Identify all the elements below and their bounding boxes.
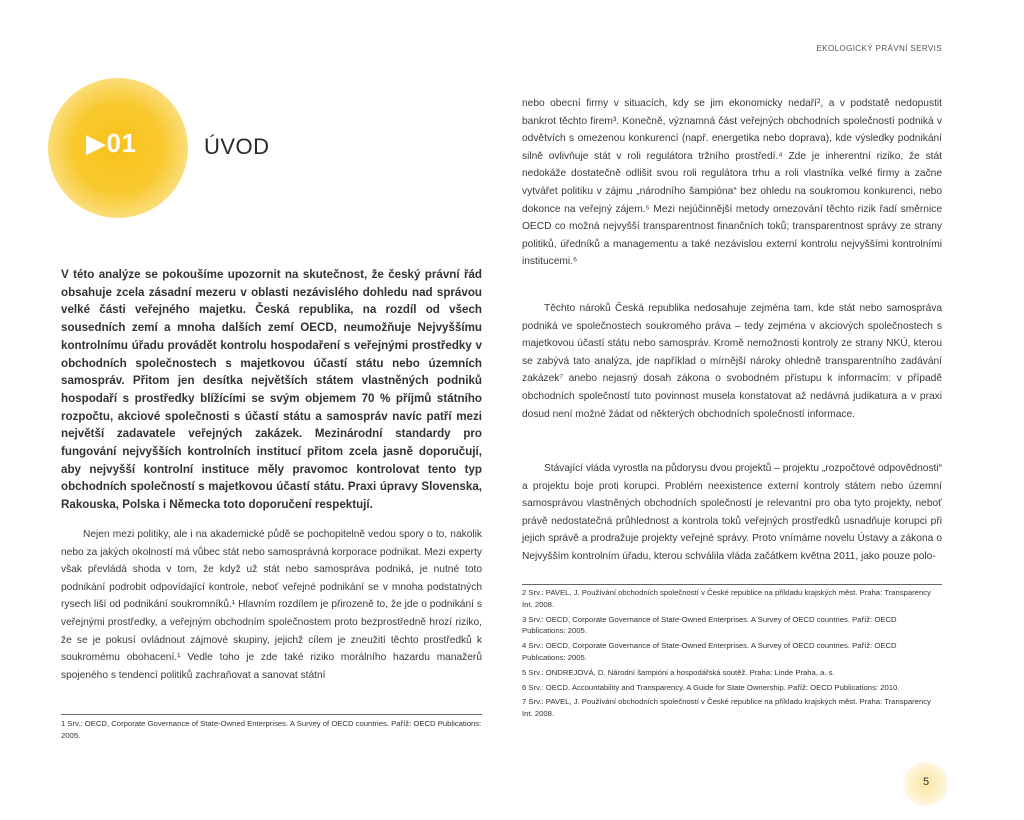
footnote-5: 5 Srv.: ONDREJOVÁ, D. Národní šampióni a hospodářská soutěž. Praha: Linde Praha, a. s. bbox=[522, 667, 835, 677]
chapter-title: ÚVOD bbox=[204, 134, 270, 159]
right-paragraph-3-text: Stávající vláda vyrostla na půdorysu dvou projektů – projektu „rozpočtové odpovědnosti“ a projektu boje proti korupci. Problém neexistence externí kontroly státem nebo územní samosprávou vlastněných obchodních společností je relevantní pro oba tyto projekty, neboť právě nedostatečná průhlednost a kontrola toků veřejných prostředků usnadňuje korupci při jejich správě a prodražuje projekty veřejné správy. Proto vnímáme novelu Ústavy a zákona o Nejvyšším kontrolním úřadu, kterou schválila vláda začátkem května 2011, jako pouze polo- bbox=[522, 463, 942, 562]
chapter-number: ▶01 bbox=[86, 128, 137, 158]
footnote-divider-right bbox=[522, 584, 942, 585]
lead-text: V této analýze se pokoušíme upozornit na skutečnost, že český právní řád obsahuje zcela zásadní mezeru v oblasti nezávislého dohledu nad správou velké části veřejného majetku. Česká republika, na rozdíl od všech sousedních zemí a mnoha dalších zemí OECD, neumožňuje Nejvyššímu kontrolnímu úřadu provádět kontrolu hospodaření s veřejnými prostředky v obchodních společnostech s majetkovou účastí státu nebo územních samospráv. Přitom jen desítka největších státem vlastněných podniků hospodaří s prostředky blížícími se svým objemem 70 % příjmů státního rozpočtu, akciové společnosti s účastí státu a samospráv navíc patří mezi největší zadavatele veřejných zakázek. Mezinárodní standardy pro fungování nejvyšších kontrolních institucí přitom zcela jasně doporučují, aby nejvyšší kontrolní instituce měly pravomoc kontrolovat tento typ obchodních společností s majetkovou účastí státu. Praxi úpravy Slovenska, Rakouska, Polska i Německa toto doporučení respektují. bbox=[61, 268, 482, 512]
right-paragraph-1 bbox=[522, 95, 942, 271]
footnotes-left bbox=[61, 718, 482, 742]
footnote-6: 6 Srv.: OECD. Accountability and Transparency. A Guide for State Ownership. Paříž: OECD Publications: 2010. bbox=[522, 682, 900, 692]
publisher-header: EKOLOGICKÝ PRÁVNÍ SERVIS bbox=[816, 44, 942, 53]
footnote-4: 4 Srv.: OECD, Corporate Governance of State-Owned Enterprises. A Survey of OECD countries. Paříž: OECD Publications: 2005. bbox=[522, 641, 897, 662]
right-paragraph-2 bbox=[522, 300, 942, 423]
page-number-badge bbox=[904, 762, 948, 806]
footnote-2: 2 Srv.: PAVEL, J. Používání obchodních společností v České republice na příkladu krajských měst. Praha: Transparency Int. 2008. bbox=[522, 588, 931, 609]
lead-paragraph bbox=[61, 266, 482, 514]
footnotes-right bbox=[522, 587, 942, 720]
left-body-paragraph bbox=[61, 526, 482, 684]
right-paragraph-1-text: nebo obecní firmy v situacích, kdy se jim ekonomicky nedaří², a v podstatě nedopustit bankrot těchto firem³. Konečně, významná část veřejných obchodních společností podniká v odvětvích s omezenou konkurencí (např. energetika nebo doprava), kde výsledky podnikání silně ovlivňuje stát v roli regulátora tržního prostředí.⁴ Zde je inherentní riziko, že stát nedokáže dostatečně odlišit svou roli regulátora trhu a roli vlastníka velké firmy a začne vytvářet politiku v zájmu „národního šampióna“ bez ohledu na soukromou konkurenci, nebo dokonce na veřejný zájem.⁵ Mezi nejúčinnější metody omezování těchto rizik řadí směrnice OECD co možná nejvyšší transparentnost finančních toků; transparentnost správy ze strany politiků, úředníků a managementu a také nezávislou externí kontrolu nejvyššími kontrolními institucemi.⁶ bbox=[522, 98, 942, 268]
footnote-1: 1 Srv.: OECD, Corporate Governance of State-Owned Enterprises. A Survey of OECD countries. Paříž: OECD Publications: 2005. bbox=[61, 719, 482, 740]
footnote-divider-left bbox=[61, 714, 482, 715]
right-paragraph-2-text: Těchto nároků Česká republika nedosahuje zejména tam, kde stát nebo samospráva podniká ve společnostech soukromého práva – tedy zejména v akciových společnostech s majetkovou účastí státu nebo samospráv. Kromě nemožnosti kontroly ze strany NKÚ, kterou se zabývá tato analýza, jde například o mírnější nároky ohledně transparentního zadávání zakázek⁷ anebo nejasný dosah zákona o svobodném přístupu k informacím: v případě obchodních společností tuto povinnost musela konstatovat až nedávná judikatura a v praxi dosud není možné žádat od některých obchodních společností informace. bbox=[522, 303, 942, 420]
chapter-badge bbox=[48, 78, 188, 218]
page-number: 5 bbox=[922, 776, 930, 788]
footnote-3: 3 Srv.: OECD, Corporate Governance of State-Owned Enterprises. A Survey of OECD countries. Paříž: OECD Publications: 2005. bbox=[522, 614, 897, 636]
footnote-7: 7 Srv.: PAVEL, J. Používání obchodních společností v České republice na příkladu krajských měst. Praha: Transparency Int. 2008. bbox=[522, 697, 931, 719]
right-paragraph-3 bbox=[522, 460, 942, 566]
left-body-text: Nejen mezi politiky, ale i na akademické půdě se pochopitelně vedou spory o to, nakolik nebo za jakých okolností má vůbec stát nebo samosprávná korporace podnikat. Mezi experty však převládá shoda v tom, že když už stát nebo samospráva podniká, je nutné toto podnikání podrobit odpovídající kontrole, neboť veřejné podnikání se v mnoha podstatných rysech liší od podnikání soukromníků.¹ Hlavním rozdílem je přirozeně to, že jde o podnikání s veřejnými prostředky, a veřejným obchodním společnostem proto bezprostředně hrozí riziko, že se je pokusí ovládnout zájmové skupiny, jejichž cílem je zneužití těchto prostředků k soukromému obohacení.¹ Vedle toho je zde také riziko morálního hazardu manažerů spojeného s tendencí politiků zachraňovat a sanovat státní bbox=[61, 529, 482, 681]
